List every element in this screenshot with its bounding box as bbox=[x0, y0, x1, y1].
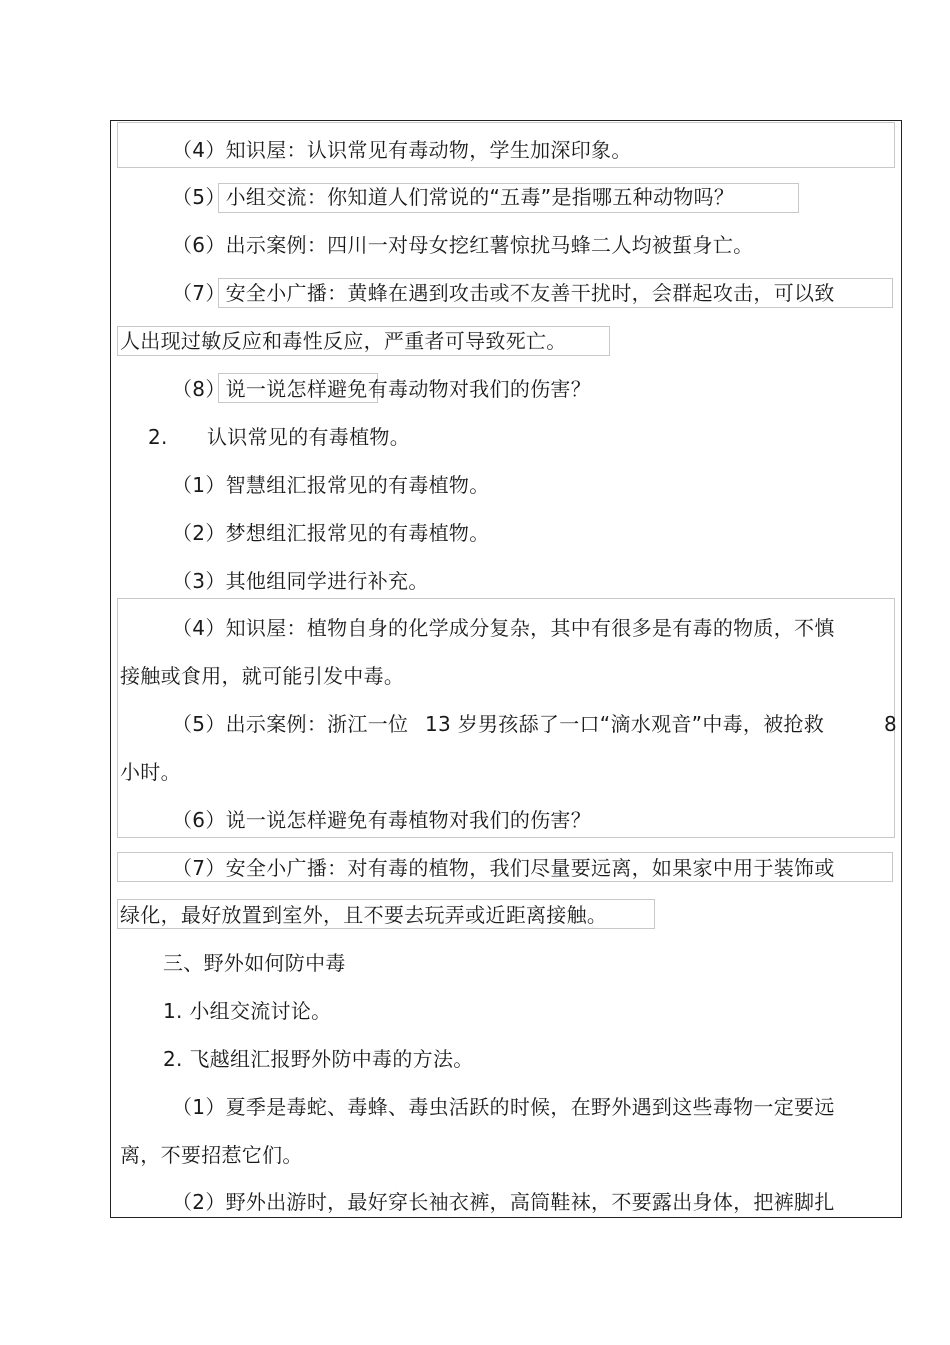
text-line: （7）安全小广播：黄蜂在遇到攻击或不友善干扰时，会群起攻击，可以致 bbox=[172, 281, 835, 305]
text-line: 1. 小组交流讨论。 bbox=[163, 999, 332, 1023]
text-line: 离，不要招惹它们。 bbox=[120, 1143, 303, 1167]
text-line: （5）小组交流：你知道人们常说的“五毒”是指哪五种动物吗？ bbox=[172, 185, 735, 209]
text-line: （2）野外出游时，最好穿长袖衣裤，高筒鞋袜，不要露出身体，把裤脚扎 bbox=[172, 1190, 835, 1214]
text-line: （4）知识屋：植物自身的化学成分复杂，其中有很多是有毒的物质，不慎 bbox=[172, 616, 835, 640]
text-line: （6）出示案例：四川一对母女挖红薯惊扰马蜂二人均被蜇身亡。 bbox=[172, 233, 754, 257]
text-line: 8 bbox=[884, 712, 898, 736]
section-subheading: 认识常见的有毒植物。 bbox=[207, 425, 410, 449]
text-line: 人出现过敏反应和毒性反应，严重者可导致死亡。 bbox=[120, 329, 567, 353]
text-line: （3）其他组同学进行补充。 bbox=[172, 569, 429, 593]
text-line: 2. 飞越组汇报野外防中毒的方法。 bbox=[163, 1047, 474, 1071]
text-line: （6）说一说怎样避免有毒植物对我们的伤害？ bbox=[172, 808, 592, 832]
text-line: （1）智慧组汇报常见的有毒植物。 bbox=[172, 473, 490, 497]
text-line: （5）出示案例：浙江一位 bbox=[172, 712, 409, 736]
section-heading: 三、野外如何防中毒 bbox=[163, 951, 346, 975]
text-line: 小时。 bbox=[120, 760, 181, 784]
text-line: 绿化，最好放置到室外，且不要去玩弄或近距离接触。 bbox=[120, 903, 608, 927]
text-line: 13 岁男孩舔了一口“滴水观音”中毒，被抢救 bbox=[425, 712, 825, 736]
text-line: 接触或食用，就可能引发中毒。 bbox=[120, 664, 405, 688]
text-line: （8）说一说怎样避免有毒动物对我们的伤害？ bbox=[172, 377, 592, 401]
text-line: （4）知识屋：认识常见有毒动物，学生加深印象。 bbox=[172, 138, 632, 162]
text-line: （1）夏季是毒蛇、毒蜂、毒虫活跃的时候，在野外遇到这些毒物一定要远 bbox=[172, 1095, 835, 1119]
text-line: （7）安全小广播：对有毒的植物，我们尽量要远离，如果家中用于装饰或 bbox=[172, 856, 835, 880]
text-line: （2）梦想组汇报常见的有毒植物。 bbox=[172, 521, 490, 545]
list-number: 2. bbox=[148, 425, 168, 449]
